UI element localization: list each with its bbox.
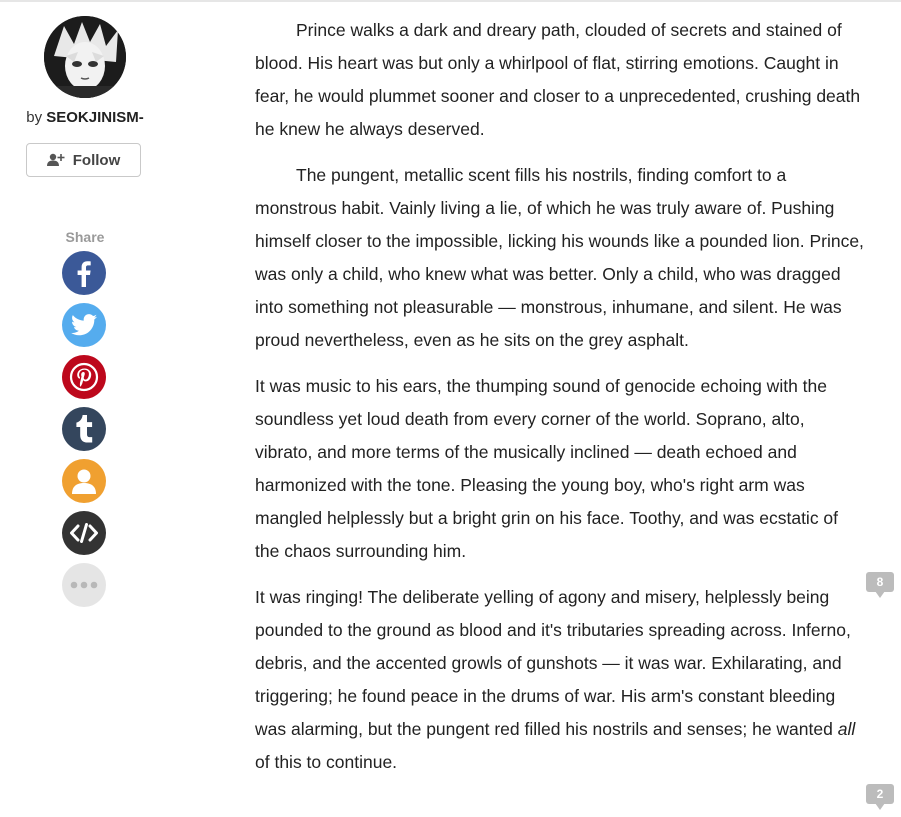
inline-comment-count: 2	[866, 784, 894, 804]
twitter-icon	[71, 314, 97, 336]
follow-button[interactable]	[26, 143, 141, 177]
follow-label: Follow	[72, 151, 121, 169]
paragraph-3[interactable]: It was music to his ears, the thumping sound of genocide echoing with the soundless yet loud death from every corner of the world. Soprano, alto, vibrato, and more terms of the musically inclined — death echoed and harmonized with the tone. Pleasing the young boy, who's right arm was mangled helplessly but a bright grin on his face. Toothy, and was ecstatic of the chaos surrounding him.	[255, 376, 839, 561]
share-twitter-button[interactable]	[62, 303, 106, 347]
more-icon	[69, 581, 99, 589]
share-pinterest-button[interactable]	[62, 355, 106, 399]
paragraph-2[interactable]: The pungent, metallic scent fills his nostrils, finding comfort to a monstrous habit. Vainly living a lie, of which he was truly aware of. Pushing himself closer to the impossible, licking his wounds like a pounded lion. Prince, was only a child, who knew what was better. Only a child, who was dragged into something not pleasurable — monstrous, inhumane, and silent. He was proud nevertheless, even as he sits on the grey asphalt.	[255, 165, 864, 350]
by-prefix: by	[26, 109, 43, 126]
author-byline	[0, 109, 170, 126]
story-text	[255, 14, 865, 792]
share-embed-button[interactable]	[62, 511, 106, 555]
author-username[interactable]: SEOKJINISM-	[46, 109, 144, 126]
left-rail	[0, 0, 170, 817]
share-facebook-button[interactable]	[62, 251, 106, 295]
paragraph-4[interactable]	[255, 581, 865, 779]
share-profile-button[interactable]	[62, 459, 106, 503]
avatar-image	[44, 16, 126, 98]
paragraph-4-text-end: of this to continue.	[255, 752, 398, 772]
inline-comment-button-p4[interactable]	[866, 784, 894, 804]
tumblr-icon	[75, 415, 93, 443]
inline-comment-button-p3[interactable]	[866, 572, 894, 592]
pinterest-icon	[68, 361, 100, 393]
paragraph-4-emphasis: all	[837, 719, 856, 739]
share-tumblr-button[interactable]	[62, 407, 106, 451]
share-more-button[interactable]	[62, 563, 106, 607]
add-user-icon	[47, 153, 65, 167]
embed-code-icon	[70, 523, 98, 543]
wattpad-profile-icon	[71, 467, 97, 495]
facebook-icon	[72, 259, 96, 287]
paragraph-4-text-start: It was ringing! The deliberate yelling of agony and misery, helplessly being pounded to the ground as blood and it's tributaries spreading across. Inferno, debris, and the accented growls of gunshots — it was war. Exhilarating, and triggering; he found peace in the drums of war. His arm's constant bleeding was alarming, but the pungent red filled his nostrils and senses; he wanted	[255, 587, 851, 739]
inline-comment-count: 8	[866, 572, 894, 592]
comment-bubble-tail	[875, 803, 885, 810]
paragraph-1[interactable]: Prince walks a dark and dreary path, clouded of secrets and stained of blood. His heart was but only a whirlpool of flat, stirring emotions. Caught in fear, he would plummet sooner and closer to a unprecedented, crushing death he knew he always deserved.	[255, 20, 861, 139]
author-avatar[interactable]	[44, 16, 126, 98]
comment-bubble-tail	[875, 591, 885, 598]
share-label: Share	[65, 229, 105, 245]
